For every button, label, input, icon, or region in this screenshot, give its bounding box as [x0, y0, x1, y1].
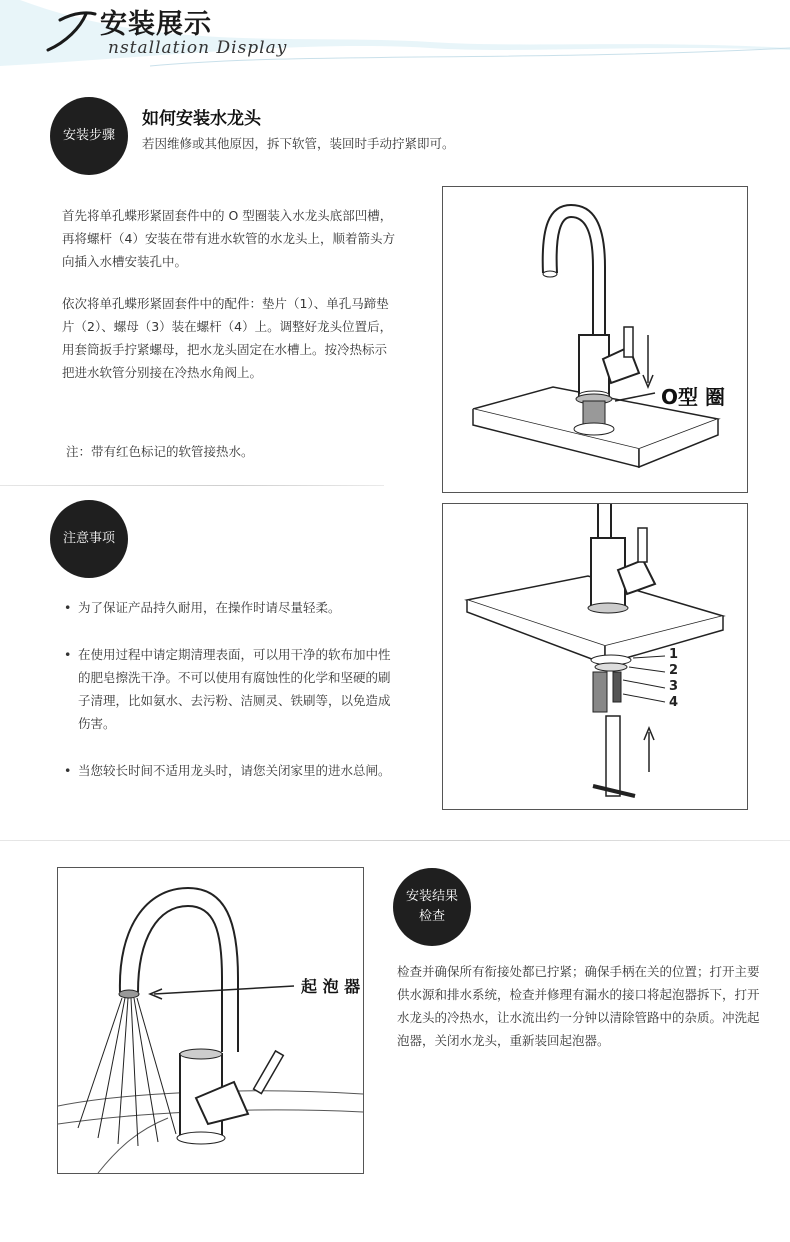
- precautions-badge: 注意事项: [50, 500, 128, 578]
- header-banner: [0, 0, 790, 70]
- result-check-badge-line1: 安装结果: [405, 889, 458, 904]
- aerator-figure: [57, 867, 364, 1174]
- kit-number-4: 4: [669, 695, 679, 710]
- section-divider-1: [0, 485, 384, 486]
- install-paragraph-2: 依次将单孔蝶形紧固套件中的配件：垫片（1）、单孔马蹄垫片（2）、螺母（3）装在螺杆（4）上。调整好龙头位置后， 用套筒扳手拧紧螺母，把水龙头固定在水槽上。按冷热标示把进水软管分别接在冷热水角阀上。: [62, 296, 393, 380]
- aerator-illustration: [58, 868, 363, 1173]
- section-subtitle: 若因维修或其他原因，拆下软管，装回时手动拧紧即可。: [142, 136, 455, 151]
- precautions-list: [64, 596, 400, 806]
- mounting-kit-illustration: [443, 504, 747, 809]
- precaution-item-1: • 为了保证产品持久耐用，在操作时请尽量轻柔。: [64, 596, 400, 619]
- faucet-o-ring-illustration: [443, 187, 747, 492]
- result-check-badge-line2: 检查: [418, 909, 445, 924]
- kit-number-3: 3: [669, 679, 679, 694]
- install-steps-badge: 安装步骤: [50, 97, 128, 175]
- result-check-text: 检查并确保所有衔接处都已拧紧；确保手柄在关的位置；打开主要供水源和排水系统，检查并修理有漏水的接口将起泡器拆下，打开水龙头的冷热水，让水流出约一分钟以清除管路中的杂质。冲洗起泡器，关闭水龙头，重新装回起泡器。: [397, 964, 760, 1048]
- kit-number-list: [669, 647, 678, 711]
- section-title: 如何安装水龙头: [142, 109, 261, 129]
- install-paragraph-1: 首先将单孔蝶形紧固套件中的 O 型圈装入水龙头底部凹槽，再将螺杆（4）安装在带有进水软管的水龙头上，顺着箭头方向插入水槽安装孔中。: [62, 208, 395, 269]
- kit-number-1: 1: [669, 647, 679, 662]
- o-ring-figure: [442, 186, 748, 493]
- precaution-item-2: • 在使用过程中请定期清理表面，可以用干净的软布加中性的肥皂擦洗干净。不可以使用有腐蚀性的化学和坚硬的刷子清理，比如氨水、去污粉、洁厕灵、铁刷等，以免造成伤害。: [64, 643, 400, 735]
- banner-subtitle: nstallation Display: [108, 38, 288, 58]
- section-divider-2: [0, 840, 790, 841]
- hose-note: 注：带有红色标记的软管接热水。: [66, 444, 254, 459]
- mounting-kit-figure: [442, 503, 748, 810]
- aerator-label: 起 泡 器: [301, 977, 361, 996]
- o-ring-label: O型 圈: [661, 385, 725, 409]
- banner-title: 安装展示: [100, 9, 212, 40]
- result-check-badge: [393, 868, 471, 946]
- kit-number-2: 2: [669, 663, 679, 678]
- precaution-item-3: • 当您较长时间不适用龙头时，请您关闭家里的进水总闸。: [64, 759, 400, 782]
